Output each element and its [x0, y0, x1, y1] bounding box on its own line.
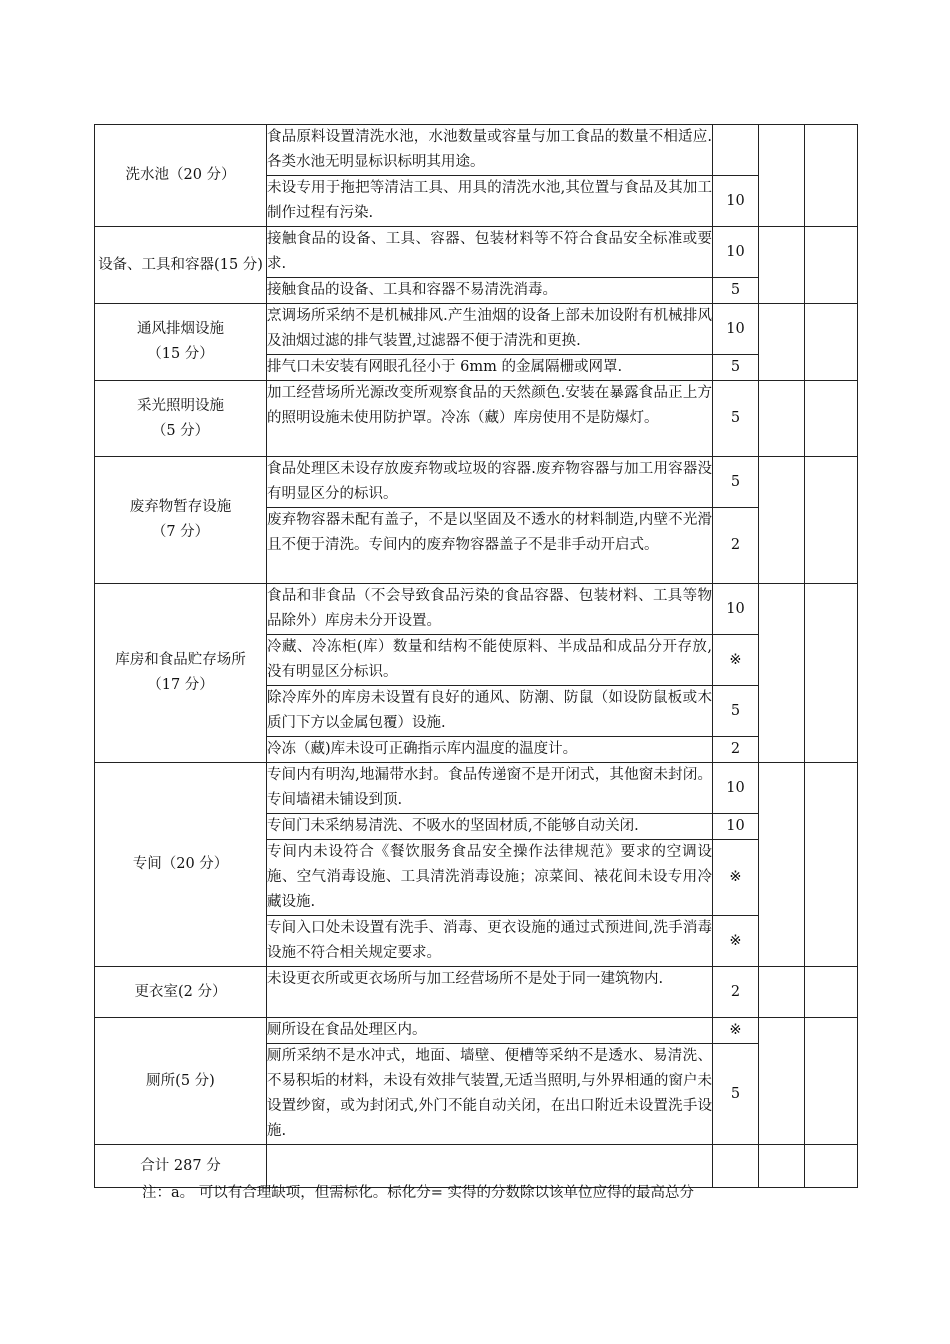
- item-score: [713, 125, 759, 176]
- item-description: 接触食品的设备、工具、容器、包装材料等不符合食品安全标准或要求.: [267, 227, 713, 278]
- item-description: 加工经营场所光源改变所观察食品的天然颜色.安装在暴露食品正上方的照明设施未使用防护罩。冷冻（藏）库房使用不是防爆灯。: [267, 381, 713, 457]
- item-description: 烹调场所采纳不是机械排风.产生油烟的设备上部未加设附有机械排风及油烟过滤的排气装置,过滤器不便于清洗和更换.: [267, 304, 713, 355]
- item-score: 2: [713, 967, 759, 1018]
- table-row: [95, 381, 858, 457]
- table-row: [95, 227, 858, 278]
- blank-cell: [759, 304, 805, 381]
- blank-cell: [805, 763, 858, 967]
- blank-cell: [759, 763, 805, 967]
- blank-cell: [805, 227, 858, 304]
- blank-cell: [805, 125, 858, 227]
- blank-cell: [805, 457, 858, 584]
- blank-cell: [805, 584, 858, 763]
- category-line: （5 分）: [151, 422, 210, 439]
- category-cell: 厕所(5 分): [95, 1018, 267, 1145]
- item-score: 5: [713, 381, 759, 457]
- blank-cell: [759, 1018, 805, 1145]
- total-label: 合计 287 分: [95, 1145, 267, 1188]
- item-description: 食品和非食品（不会导致食品污染的食品容器、包装材料、工具等物品除外）库房未分开设置。: [267, 584, 713, 635]
- item-score: 10: [713, 304, 759, 355]
- item-description: 接触食品的设备、工具和容器不易清洗消毒。: [267, 278, 713, 304]
- item-score: 10: [713, 814, 759, 840]
- item-description: 冷冻（藏)库未设可正确指示库内温度的温度计。: [267, 737, 713, 763]
- item-description: 专间门未采纳易清洗、不吸水的坚固材质,不能够自动关闭.: [267, 814, 713, 840]
- item-description: 食品原料设置清洗水池，水池数量或容量与加工食品的数量不相适应.各类水池无明显标识标明其用途。: [267, 125, 713, 176]
- blank-cell: [713, 1145, 759, 1188]
- category-line: 库房和食品贮存场所: [115, 652, 246, 668]
- category-cell: [95, 381, 267, 457]
- category-cell: [95, 457, 267, 584]
- blank-cell: [759, 227, 805, 304]
- item-description: 未设更衣所或更衣场所与加工经营场所不是处于同一建筑物内.: [267, 967, 713, 1018]
- footnote: 注：a。 可以有合理缺项，但需标化。标化分= 实得的分数除以该单位应得的最高总分: [142, 1185, 695, 1201]
- blank-cell: [759, 125, 805, 227]
- item-description: 未设专用于拖把等清洁工具、用具的清洗水池,其位置与食品及其加工制作过程有污染.: [267, 176, 713, 227]
- item-description: 冷藏、冷冻柜(库）数量和结构不能使原料、半成品和成品分开存放,没有明显区分标识。: [267, 635, 713, 686]
- item-score: ※: [713, 916, 759, 967]
- item-score: 10: [713, 763, 759, 814]
- blank-cell: [805, 381, 858, 457]
- category-cell: [95, 584, 267, 763]
- item-score: 10: [713, 227, 759, 278]
- category-line: 采光照明设施: [137, 397, 224, 414]
- item-description: 排气口未安装有网眼孔径小于 6mm 的金属隔栅或网罩.: [267, 355, 713, 381]
- item-score: 10: [713, 176, 759, 227]
- item-score: ※: [713, 840, 759, 916]
- item-score: 2: [713, 508, 759, 584]
- category-line: （15 分）: [147, 346, 214, 362]
- category-cell: 洗水池（20 分）: [95, 125, 267, 227]
- table-row: [95, 763, 858, 814]
- blank-cell: [805, 1145, 858, 1188]
- category-line: （17 分）: [147, 677, 214, 693]
- item-description: 专间内有明沟,地漏带水封。食品传递窗不是开闭式，其他窗未封闭。专间墙裙未铺设到顶.: [267, 763, 713, 814]
- category-cell: 更衣室(2 分）: [95, 967, 267, 1018]
- item-score: 5: [713, 355, 759, 381]
- item-score: 5: [713, 457, 759, 508]
- category-cell: 设备、工具和容器(15 分): [95, 227, 267, 304]
- table-row: [95, 457, 858, 508]
- category-line: 废弃物暂存设施: [129, 499, 232, 515]
- item-description: 专间入口处未设置有洗手、消毒、更衣设施的通过式预进间,洗手消毒设施不符合相关规定要求。: [267, 916, 713, 967]
- item-score: 5: [713, 278, 759, 304]
- item-description: 专间内未设符合《餐饮服务食品安全操作法律规范》要求的空调设施、空气消毒设施、工具清洗消毒设施；凉菜间、裱花间未设专用冷藏设施.: [267, 840, 713, 916]
- item-description: 厕所设在食品处理区内。: [267, 1018, 713, 1044]
- table-row: [95, 125, 858, 176]
- table-row: [95, 1018, 858, 1044]
- item-score: ※: [713, 1018, 759, 1044]
- scoring-table: [94, 124, 858, 1188]
- table-row: [95, 584, 858, 635]
- table-row: [95, 967, 858, 1018]
- category-cell: 专间（20 分）: [95, 763, 267, 967]
- item-description: 废弃物容器未配有盖子，不是以坚固及不透水的材料制造,内壁不光滑且不便于清洗。专间内的废弃物容器盖子不是非手动开启式。: [267, 508, 713, 584]
- blank-cell: [759, 584, 805, 763]
- item-score: ※: [713, 635, 759, 686]
- blank-cell: [759, 967, 805, 1018]
- category-line: 通风排烟设施: [137, 321, 224, 337]
- blank-cell: [805, 304, 858, 381]
- blank-cell: [805, 1018, 858, 1145]
- item-score: 5: [713, 1044, 759, 1145]
- blank-cell: [805, 967, 858, 1018]
- item-description: 厕所采纳不是水冲式，地面、墙壁、便槽等采纳不是透水、易清洗、不易积垢的材料，未设有效排气装置,无适当照明,与外界相通的窗户未设置纱窗，或为封闭式,外门不能自动关闭，在出口附近未设置洗手设施.: [267, 1044, 713, 1145]
- blank-cell: [759, 381, 805, 457]
- category-cell: [95, 304, 267, 381]
- item-score: 10: [713, 584, 759, 635]
- item-score: 5: [713, 686, 759, 737]
- blank-cell: [759, 457, 805, 584]
- table-row: [95, 304, 858, 355]
- blank-cell: [759, 1145, 805, 1188]
- item-description: 除冷库外的库房未设置有良好的通风、防潮、防鼠（如设防鼠板或木质门下方以金属包覆）设施.: [267, 686, 713, 737]
- category-line: （7 分）: [151, 524, 210, 540]
- item-description: 食品处理区未设存放废弃物或垃圾的容器.废弃物容器与加工用容器没有明显区分的标识。: [267, 457, 713, 508]
- item-score: 2: [713, 737, 759, 763]
